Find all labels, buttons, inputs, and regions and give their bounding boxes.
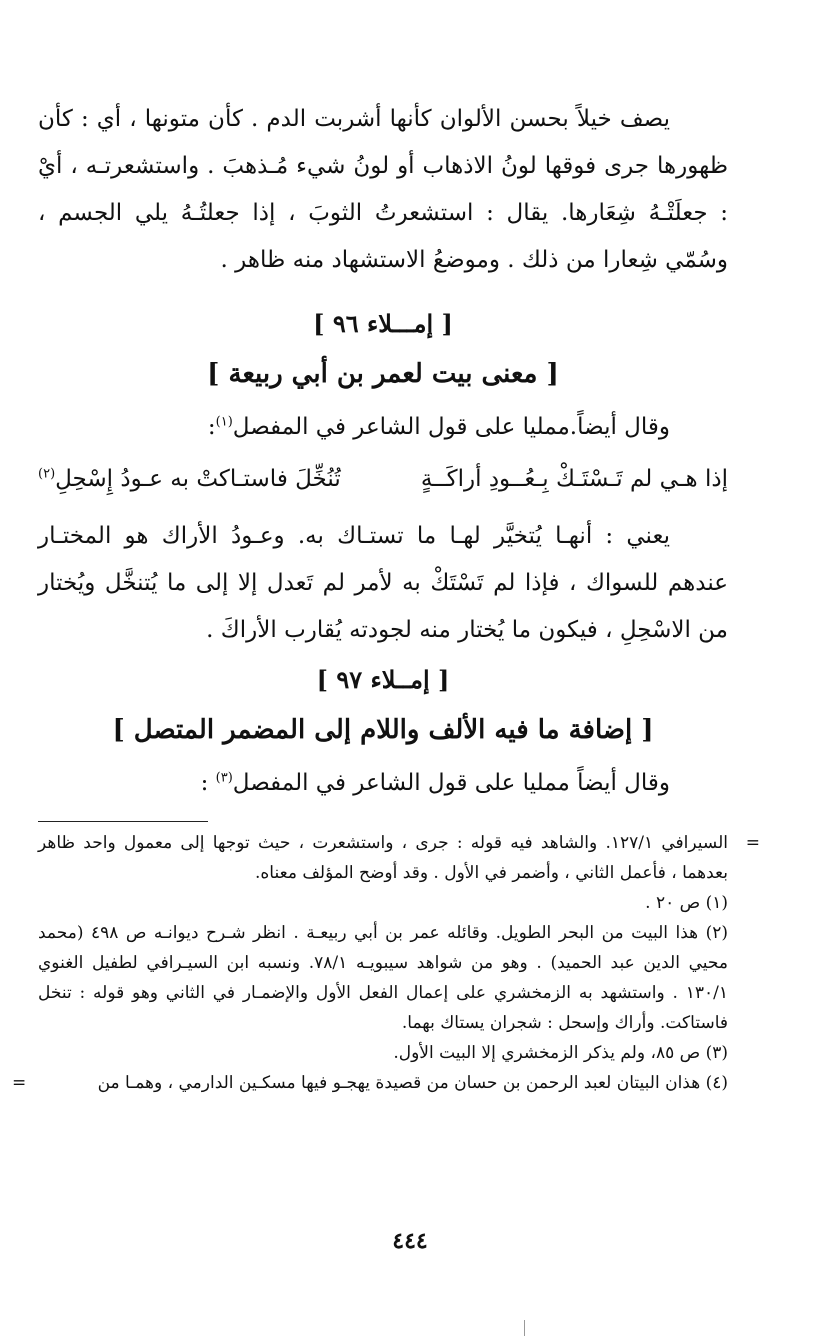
verse-first-hemistich: إذا هـي لم تَـسْتَـكْ بِـعُــودِ أراكَــةٍ bbox=[420, 466, 728, 492]
bottom-mark bbox=[524, 1320, 525, 1336]
verse-second-hemistich-text: تُنُخِّلَ فاستـاكتْ به عـودُ إِسْحِلِ bbox=[55, 466, 341, 492]
footnote-2: (٢) هذا البيت من البحر الطويل. وقائله عمر بن أبي ربيعـة . انظر شـرح ديوانـه ص ٤٩٨ (محمد محيي الدين عبد الحميد) . وهو من شواهد سيبويـه ٧٨/١. ونسبه ابن السيـرافي لطفيل الغنوي ١٣٠/١ . واستشهد به الزمخشري على إعمال الفعل الأول والإضمـار في الثاني وهو قوله : تنخل فاستاكت. وأراك وإسحل : شجران يستاك بهما. bbox=[38, 923, 728, 1033]
section-96-title: [ معنى بيت لعمر بن أبي ربيعة ] bbox=[207, 359, 559, 389]
footnote-ref-1: (١) bbox=[215, 414, 233, 430]
footnote-ref-2: (٢) bbox=[38, 466, 56, 482]
imla-96-heading: [ إمـــلاء ٩٦ ] bbox=[313, 309, 453, 338]
section-97-title: [ إضافة ما فيه الألف واللام إلى المضمر المتصل ] bbox=[112, 715, 654, 745]
footnote-4 bbox=[12, 1068, 728, 1098]
continuation-mark: = bbox=[745, 833, 760, 853]
section-97-intro-text: وقال أيضاً ممليا على قول الشاعر في المفصل bbox=[232, 770, 670, 796]
footnotes bbox=[12, 828, 760, 1098]
footnote-separator bbox=[38, 821, 208, 822]
footnote-ref-3: (٣) bbox=[215, 770, 233, 786]
paragraph-1: يصف خيلاً بحسن الألوان كأنها أشربت الدم . كأن متونها ، أي : كأن ظهورها جرى فوقها لونُ الاذهاب أو لونُ شيء مُـذهبَ . واستشعرتـه ، أيْ : جعلَتْـهُ شِعَارها. يقال : استشعرتُ الثوبَ ، إذا جعلتُـهُ يلي الجسم ، وسُمّي شِعارا من ذلك . وموضعُ الاستشهاد منه ظاهر . bbox=[38, 106, 728, 273]
verse-second-hemistich bbox=[38, 455, 341, 503]
page-number: ٤٤٤ bbox=[392, 1228, 428, 1254]
section-96-intro-colon: : bbox=[207, 414, 216, 440]
poem-verse bbox=[38, 455, 728, 503]
footnote-4-continues-mark: = bbox=[12, 1073, 27, 1093]
footnote-continuation bbox=[38, 828, 760, 888]
section-96-intro bbox=[38, 404, 728, 451]
footnote-continuation-text: السيرافي ١٢٧/١. والشاهد فيه قوله : جرى ، واستشعرت ، حيث توجها إلى معمول واحد ظاهر بعدهما ، فأعمل الثاني ، وأضمر في الأول . وقد أوضح المؤلف معناه. bbox=[38, 833, 728, 883]
footnote-1: (١) ص ٢٠ . bbox=[645, 893, 728, 913]
footnote-3: (٣) ص ٨٥، ولم يذكر الزمخشري إلا البيت الأول. bbox=[393, 1043, 728, 1063]
footnote-4-text: (٤) هذان البيتان لعبد الرحمن بن حسان من قصيدة يهجـو فيها مسكـين الدارمي ، وهمـا من bbox=[97, 1073, 728, 1093]
page-body bbox=[12, 96, 760, 1098]
section-96-intro-text: وقال أيضاً.ممليا على قول الشاعر في المفصل bbox=[232, 414, 670, 440]
section-97-intro bbox=[38, 760, 728, 807]
verse-explanation: يعني : أنهـا يُتخيَّر لهـا ما تستـاك به. وعـودُ الأراك هو المختـار عندهم للسواك ، فإذا لم تَسْتَكْ به لأمر لم تَعدل إلا إلى ما يُتنخَّل ويُختار من الاسْحِلِ ، فيكون ما يُختار منه لجودته يُقارب الأراكَ . bbox=[38, 523, 728, 643]
section-97-intro-colon: : bbox=[200, 770, 216, 796]
imla-97-heading: [ إمــلاء ٩٧ ] bbox=[316, 665, 450, 694]
